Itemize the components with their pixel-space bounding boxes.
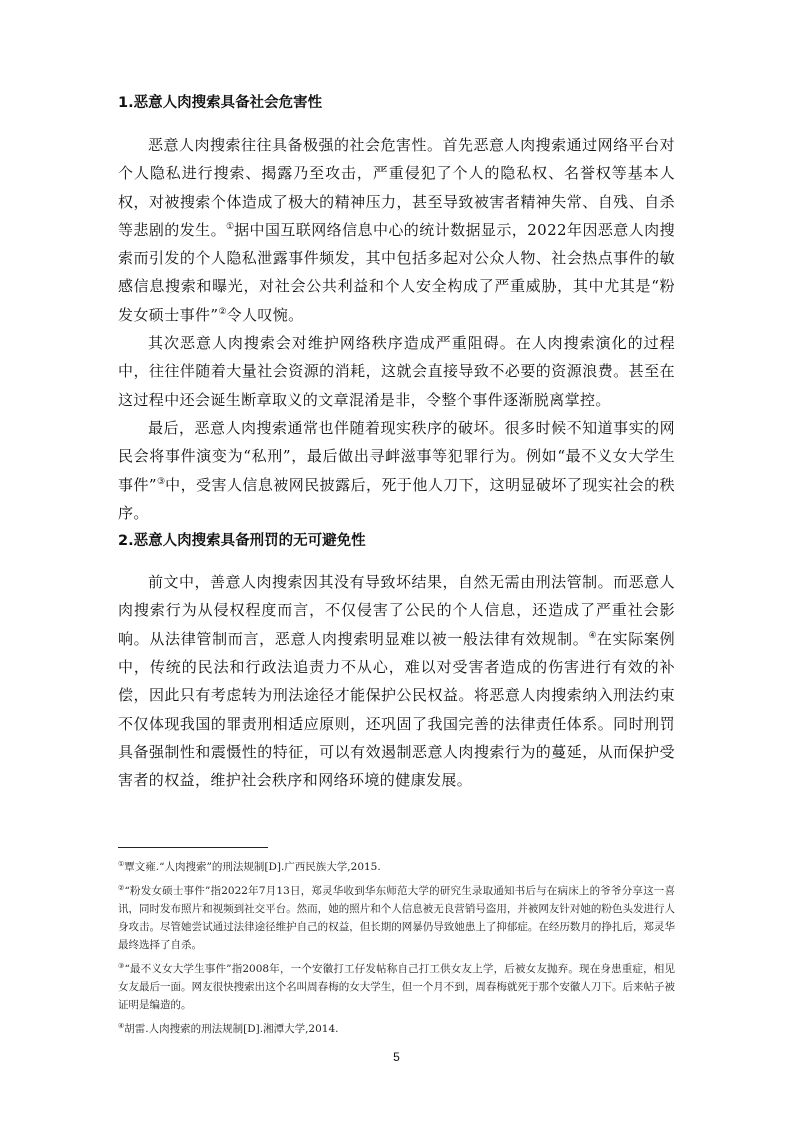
footnote-3 xyxy=(118,960,675,1014)
footnote-text: 覃文雍.“人肉搜索”的刑法规制[D].广西民族大学,2015. xyxy=(124,861,381,873)
paragraph-text: 中，受害人信息被网民披露后，死于他人刀下，这明显破坏了现实社会的秩序。 xyxy=(118,475,675,522)
footnote-2 xyxy=(118,882,675,954)
paragraph-text: 在实际案例中，传统的民法和行政法追责力不从心，难以对受害者造成的伤害进行有效的补偿，因此只有考虑转为刑法途径才能保护公民权益。将恶意人肉搜索纳入刑法约束不仅体现我国的罪责刑相适应原则，还巩固了我国完善的法律责任体系。同时刑罚具备强制性和震慑性的特征，可以有效遏制恶意人肉搜索行为的蔓延，从而保护受害者的权益，维护社会秩序和网络环境的健康发展。 xyxy=(118,629,675,790)
footnote-mark: ① xyxy=(118,860,125,868)
page-number: 5 xyxy=(393,1050,400,1064)
footnote-ref-4: ④ xyxy=(588,630,597,641)
footnote-ref-1: ① xyxy=(226,221,235,232)
paragraph-text: 据中国互联网络信息中心的统计数据显示，2022年因恶意人肉搜索而引发的个人隐私泄露事件频发，其中包括多起对公众人物、社会热点事件的敏感信息搜索和曝光，对社会公共利益和个人安全构成了严重威胁，其中尤其是“粉发女硕士事件” xyxy=(118,220,675,324)
footnote-4 xyxy=(118,1020,675,1038)
footnote-mark: ④ xyxy=(118,1022,125,1030)
footnotes xyxy=(118,858,675,1044)
body-text xyxy=(118,93,675,795)
paragraph-text: 令人叹惋。 xyxy=(226,305,304,324)
footnote-mark: ③ xyxy=(118,962,125,970)
section-heading-2: 2.恶意人肉搜索具备刑罚的无可避免性 xyxy=(118,533,366,550)
footnote-ref-2: ② xyxy=(218,306,227,317)
paragraph-text: 最后，恶意人肉搜索通常也伴随着现实秩序的破坏。很多时候不知道事实的网民会将事件演变为“私刑”，最后做出寻衅滋事等犯罪行为。例如“最不义女大学生事件” xyxy=(118,418,675,494)
paragraph-text: 前文中，善意人肉搜索因其没有导致坏结果，自然无需由刑法管制。而恶意人肉搜索行为从侵权程度而言，不仅侵害了公民的个人信息，还造成了严重社会影响。从法律管制而言，恶意人肉搜索明显难以被一般法律有效规制。 xyxy=(118,573,675,648)
paragraph-text: 恶意人肉搜索往往具备极强的社会危害性。首先恶意人肉搜索通过网络平台对个人隐私进行搜索、揭露乃至攻击，严重侵犯了个人的隐私权、名誉权等基本人权，对被搜索个体造成了极大的精神压力，甚至导致被害者精神失常、自残、自杀等悲剧的发生。 xyxy=(118,136,675,239)
paragraph-1 xyxy=(118,131,675,329)
footnote-mark: ② xyxy=(118,884,125,892)
footnote-ref-3: ③ xyxy=(156,476,166,487)
footnote-text: “粉发女硕士事件”指2022年7月13日，郑灵华收到华东师范大学的研究生录取通知书后与在病床上的爷爷分享这一喜讯，同时发布照片和视频到社交平台。然而，她的照片和个人信息被无良营销号盗用，并被网友针对她的粉色头发进行人身攻击。尽管她尝试通过法律途径维护自己的权益，但长期的网暴仍导致她患上了抑郁症。在经历数月的挣扎后，郑灵华最终选择了自杀。 xyxy=(118,885,675,951)
section-heading-1: 1.恶意人肉搜索具备社会危害性 xyxy=(118,95,323,111)
footnote-divider xyxy=(118,847,268,848)
paragraph-3 xyxy=(118,414,675,527)
paragraph-2: 其次恶意人肉搜索会对维护网络秩序造成严重阻碍。在人肉搜索演化的过程中，往往伴随着大量社会资源的消耗，这就会直接导致不必要的资源浪费。甚至在这过程中还会诞生断章取义的文章混淆是非，令整个事件逐渐脱离掌控。 xyxy=(118,334,675,409)
paragraph-4 xyxy=(118,568,675,794)
footnote-text: 胡雷.人肉搜索的刑法规制[D].湘潭大学,2014. xyxy=(124,1023,339,1035)
footnote-text: “最不义女大学生事件”指2008年，一个安徽打工仔发帖称自己打工供女友上学，后被女友抛弃。现在身患重症，相见女友最后一面。网友很快搜索出这个名叫周春梅的女大学生，但一个月不到，周春梅就死于那个安徽人刀下。后来帖子被证明是编造的。 xyxy=(118,963,675,1011)
footnote-1 xyxy=(118,858,675,876)
